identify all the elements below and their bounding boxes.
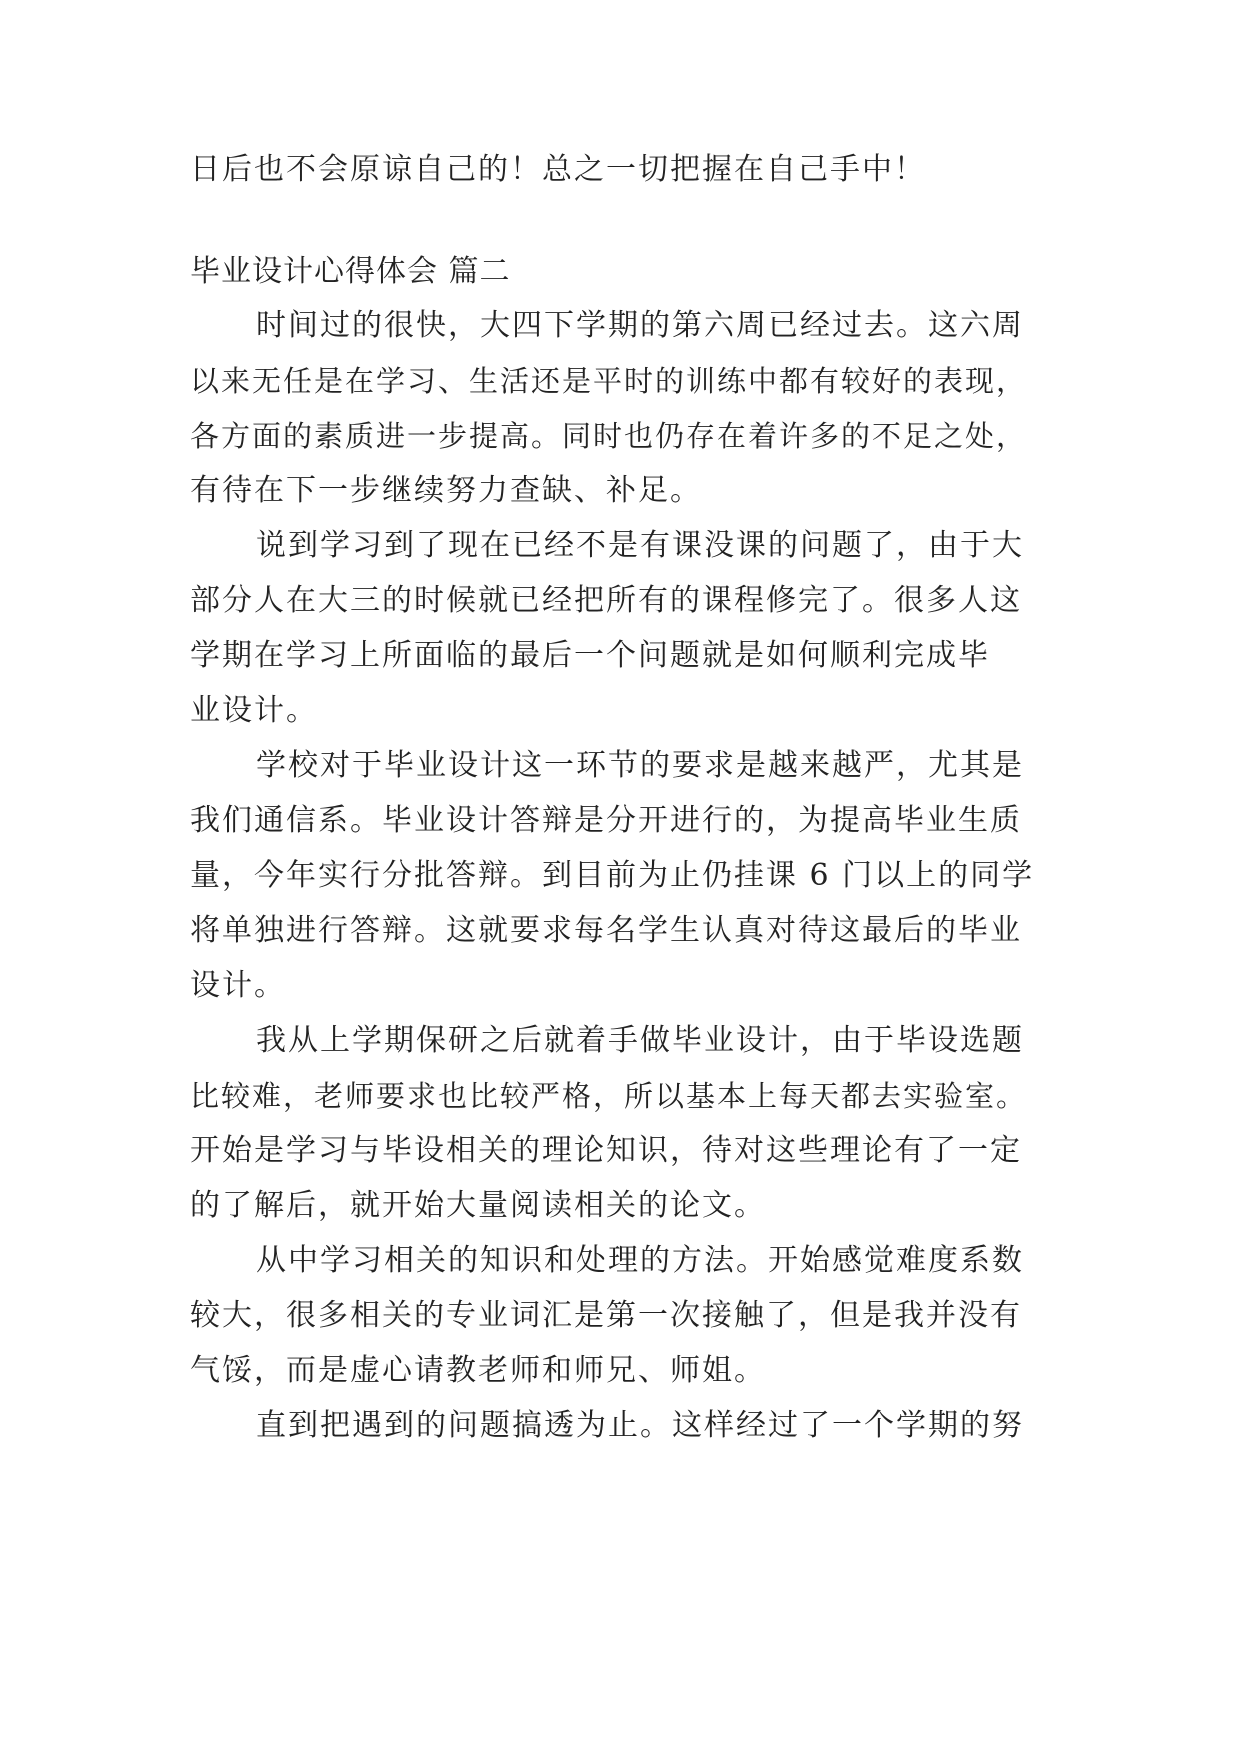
paragraph-line: 设计。 — [190, 968, 286, 1003]
paragraph-line: 我们通信系。毕业设计答辩是分开进行的，为提高毕业生质 — [190, 803, 1022, 838]
paragraph-line: 的了解后，就开始大量阅读相关的论文。 — [190, 1188, 766, 1223]
paragraph-line: 较大，很多相关的专业词汇是第一次接触了，但是我并没有 — [190, 1298, 1022, 1333]
paragraph-line: 各方面的素质进一步提高。同时也仍存在着许多的不足之处， — [190, 419, 1028, 453]
section-heading: 毕业设计心得体会 篇二 — [190, 254, 511, 289]
paragraph-line: 气馁，而是虚心请教老师和师兄、师姐。 — [190, 1353, 766, 1388]
paragraph-line: 时间过的很快，大四下学期的第六周已经过去。这六周 — [256, 308, 1024, 343]
paragraph-line: 部分人在大三的时候就已经把所有的课程修完了。很多人这 — [190, 583, 1022, 618]
paragraph-line: 以来无任是在学习、生活还是平时的训练中都有较好的表现， — [190, 364, 1028, 398]
paragraph-line: 业设计。 — [190, 693, 318, 728]
paragraph-line: 从中学习相关的知识和处理的方法。开始感觉难度系数 — [256, 1243, 1024, 1278]
paragraph-line: 有待在下一步继续努力查缺、补足。 — [190, 473, 702, 508]
paragraph-line: 学期在学习上所面临的最后一个问题就是如何顺利完成毕 — [190, 638, 990, 673]
paragraph-line: 我从上学期保研之后就着手做毕业设计，由于毕设选题 — [256, 1023, 1024, 1058]
paragraph-line: 日后也不会原谅自己的！总之一切把握在自己手中！ — [190, 152, 926, 187]
paragraph-line: 量，今年实行分批答辩。到目前为止仍挂课 6 门以上的同学 — [190, 858, 1035, 893]
paragraph-line: 开始是学习与毕设相关的理论知识，待对这些理论有了一定 — [190, 1133, 1022, 1168]
paragraph-line: 将单独进行答辩。这就要求每名学生认真对待这最后的毕业 — [190, 913, 1022, 948]
paragraph-line: 直到把遇到的问题搞透为止。这样经过了一个学期的努 — [256, 1408, 1024, 1443]
paragraph-line: 比较难，老师要求也比较严格，所以基本上每天都去实验室。 — [190, 1079, 1028, 1113]
paragraph-line: 学校对于毕业设计这一环节的要求是越来越严，尤其是 — [256, 748, 1024, 783]
paragraph-line: 说到学习到了现在已经不是有课没课的问题了，由于大 — [256, 528, 1024, 563]
